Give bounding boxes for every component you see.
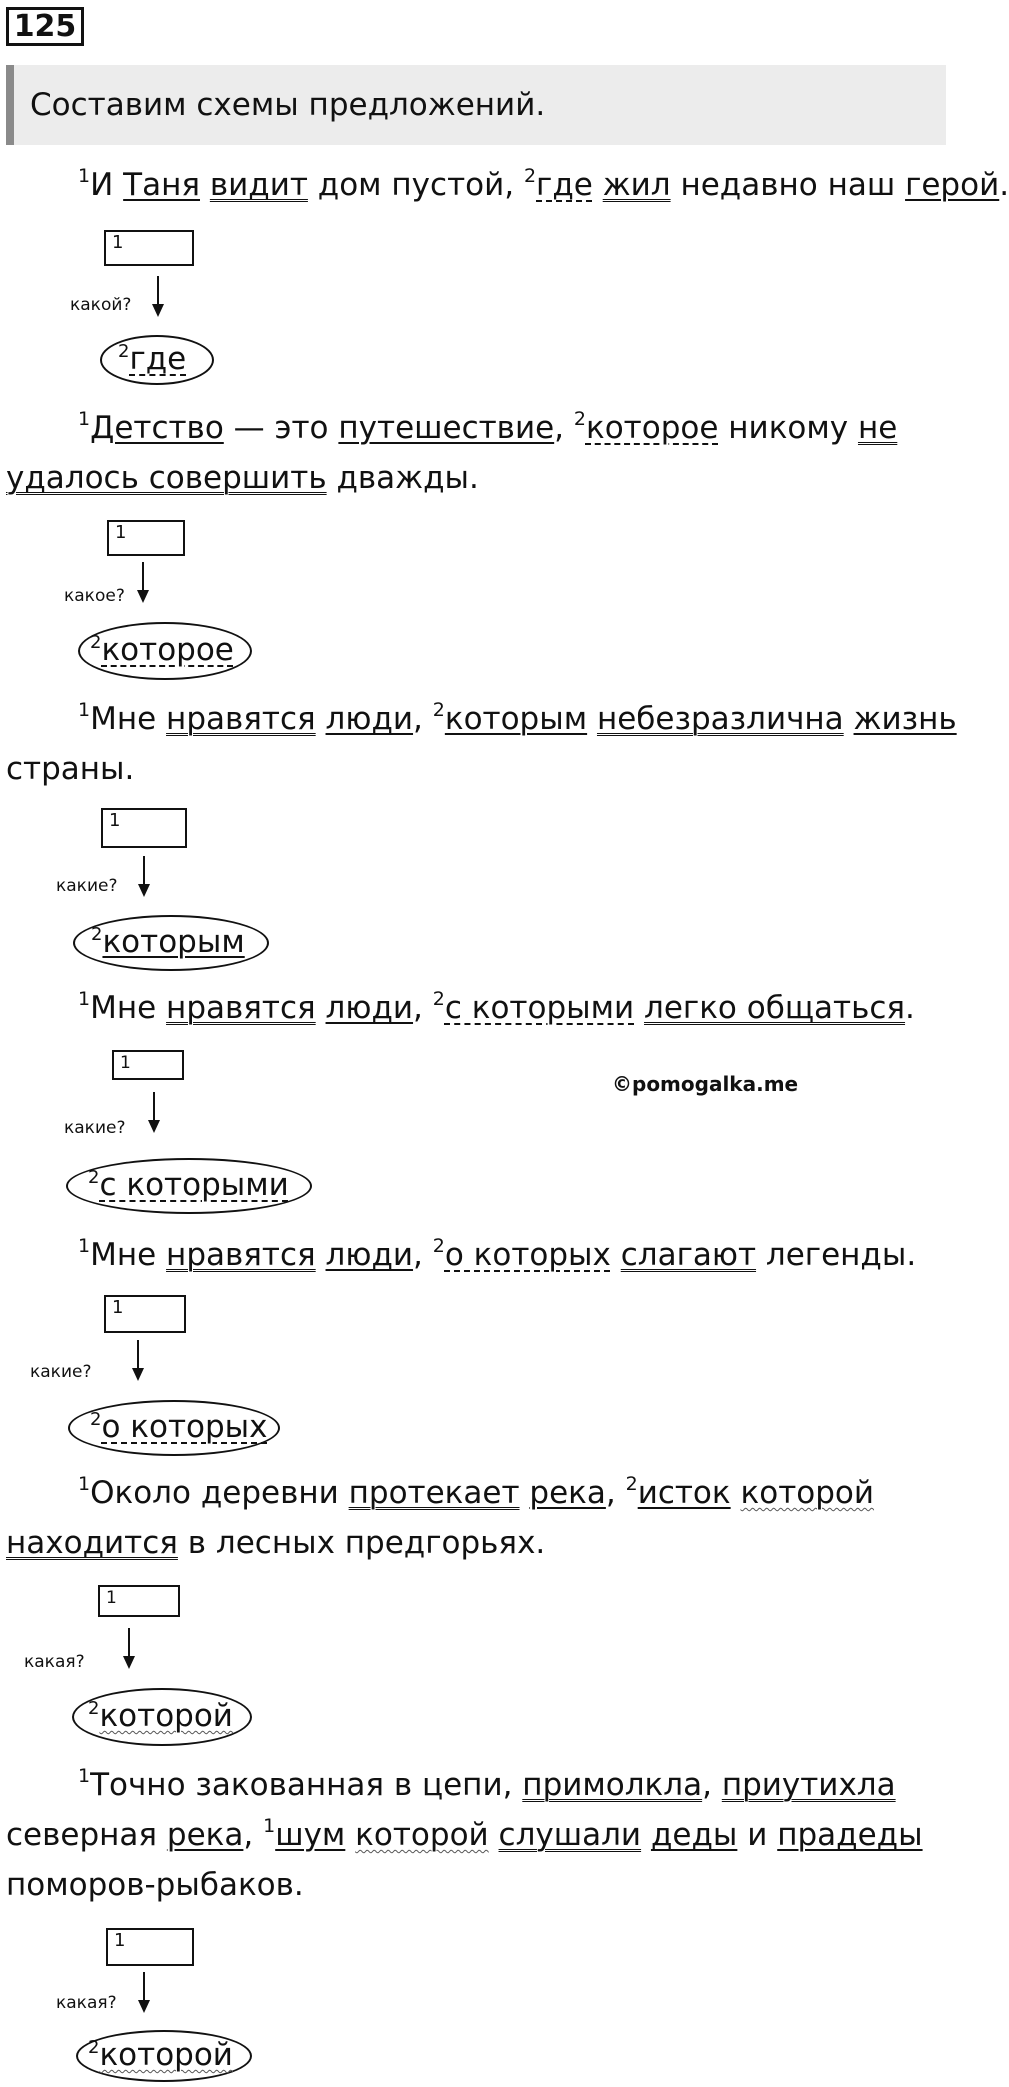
subject: жизнь: [853, 701, 957, 737]
clause-number: 2: [432, 1235, 445, 1257]
predicate: легко общаться: [644, 990, 906, 1026]
subject: Таня: [123, 167, 200, 203]
subject: герой: [905, 167, 1000, 203]
sentence-3-line-2: страны.: [6, 751, 135, 787]
arrow-down-icon: [146, 1092, 162, 1134]
subject: люди: [325, 1237, 414, 1273]
predicate: удалось совершить: [6, 460, 327, 496]
question-label: какое?: [64, 586, 125, 606]
subject: прадеды: [777, 1817, 923, 1853]
object: о которых: [444, 1237, 611, 1273]
clause-number: 2: [523, 165, 537, 187]
subject: путешествие: [338, 410, 555, 446]
main-clause-box: 1: [104, 230, 194, 266]
sentence-7: $^1$Точно закованная в цепи, примолкла, приутихла: [78, 1765, 896, 1803]
arrow-down-icon: [121, 1628, 137, 1670]
object: шум: [275, 1817, 346, 1853]
predicate: небезразлична: [596, 701, 844, 737]
question-label: какой?: [70, 295, 132, 315]
subject: люди: [325, 990, 414, 1026]
predicate: слагают: [620, 1237, 757, 1273]
arrow-down-icon: [136, 856, 152, 898]
question-label: какие?: [64, 1118, 126, 1138]
main-clause-box: 1: [106, 1928, 194, 1966]
object: которым: [444, 701, 588, 737]
predicate: жил: [602, 167, 671, 203]
object: которое: [585, 410, 719, 446]
sentence-5: $^1$Мне нравятся люди, $^2$о которых слагают легенды.: [78, 1235, 917, 1273]
sentence-2-line-2: удалось совершить дважды.: [6, 460, 479, 496]
subordinate-clause-oval: $^2$которым: [73, 915, 269, 971]
sentence-4: $^1$Мне нравятся люди, $^2$с которыми легко общаться.: [78, 988, 915, 1026]
task-number: 125: [6, 7, 84, 46]
clause-number: 1: [263, 1815, 276, 1837]
subject: люди: [325, 701, 414, 737]
task-heading: Составим схемы предложений.: [6, 65, 946, 145]
clause-number: 1: [78, 988, 91, 1010]
arrow-down-icon: [130, 1340, 146, 1382]
subordinate-clause-oval: $^2$о которых: [68, 1400, 280, 1456]
subordinate-clause-oval: $^2$где: [100, 335, 214, 385]
clause-number: 2: [573, 408, 586, 430]
question-label: какая?: [24, 1652, 85, 1672]
subordinate-clause-oval: $^2$которое: [78, 622, 252, 680]
sentence-6: $^1$Около деревни протекает река, $^2$исток которой: [78, 1473, 875, 1511]
subject: Детство: [90, 410, 224, 446]
subordinate-clause-oval: $^2$которой: [72, 1688, 252, 1746]
sentence-3: $^1$Мне нравятся люди, $^2$которым небезразлична жизнь: [78, 699, 957, 737]
question-label: какие?: [30, 1362, 92, 1382]
sentence-7-line-2: северная река, $^1$шум которой слушали деды и прадеды: [6, 1815, 923, 1853]
adverbial: где: [536, 167, 593, 203]
clause-number: 1: [78, 165, 91, 187]
question-label: какая?: [56, 1993, 117, 2013]
sentence-7-line-3: поморов-рыбаков.: [6, 1867, 304, 1903]
question-label: какие?: [56, 876, 118, 896]
attribute: которой: [740, 1475, 875, 1511]
clause-number: 1: [78, 1473, 91, 1495]
subject: река: [529, 1475, 606, 1511]
predicate: протекает: [348, 1475, 520, 1511]
main-clause-box: 1: [107, 520, 185, 556]
predicate: находится: [6, 1525, 178, 1561]
sentence-1: $^1$И Таня видит дом пустой, $^2$где жил недавно наш герой.: [78, 165, 1009, 203]
subject: деды: [650, 1817, 738, 1853]
subordinate-clause-oval: $^2$которой: [76, 2030, 252, 2082]
clause-number: 1: [78, 408, 91, 430]
main-clause-box: 1: [112, 1050, 184, 1080]
clause-number: 1: [78, 699, 91, 721]
sentence-6-line-2: находится в лесных предгорьях.: [6, 1525, 546, 1561]
predicate: видит: [209, 167, 308, 203]
clause-number: 2: [432, 699, 445, 721]
clause-number: 2: [432, 988, 445, 1010]
main-clause-box: 1: [104, 1295, 186, 1333]
subject: исток: [637, 1475, 731, 1511]
predicate: нравятся: [166, 701, 316, 737]
predicate: примолкла: [522, 1767, 703, 1803]
predicate: приутихла: [721, 1767, 896, 1803]
predicate: нравятся: [166, 1237, 316, 1273]
clause-number: 1: [78, 1765, 91, 1787]
sentence-2: $^1$Детство — это путешествие, $^2$которое никому не: [78, 408, 898, 446]
clause-number: 2: [625, 1473, 638, 1495]
predicate: слушали: [498, 1817, 642, 1853]
predicate: не: [857, 410, 898, 446]
attribute: которой: [355, 1817, 489, 1853]
watermark: ©pomogalka.me: [612, 1072, 799, 1096]
arrow-down-icon: [150, 276, 166, 318]
arrow-down-icon: [136, 1972, 152, 2014]
arrow-down-icon: [135, 562, 151, 604]
predicate: нравятся: [166, 990, 316, 1026]
main-clause-box: 1: [98, 1585, 180, 1617]
clause-number: 1: [78, 1235, 91, 1257]
subordinate-clause-oval: $^2$с которыми: [66, 1158, 312, 1214]
object: с которыми: [444, 990, 635, 1026]
main-clause-box: 1: [101, 808, 187, 848]
subject: река: [166, 1817, 244, 1853]
